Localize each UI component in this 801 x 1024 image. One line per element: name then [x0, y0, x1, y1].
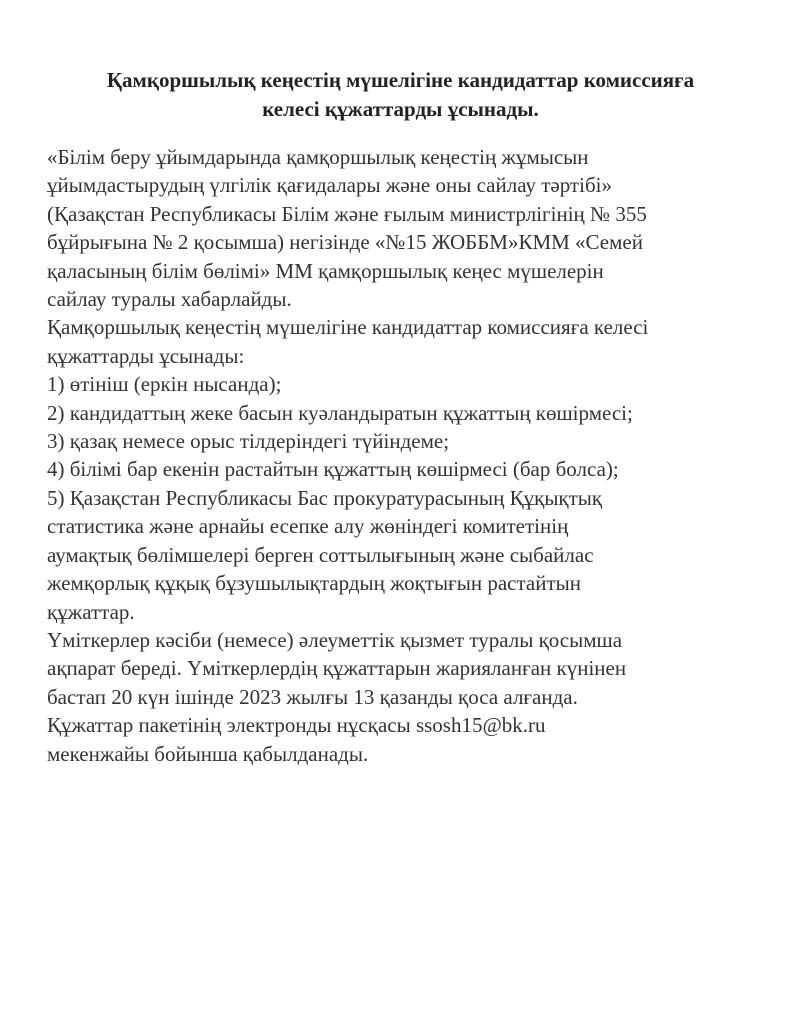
body-line: Қамқоршылық кеңестің мүшелігіне кандидаттар комиссияға келесі	[47, 315, 649, 340]
body-line: Үміткерлер кәсіби (немесе) әлеуметтік қызмет туралы қосымша	[47, 627, 623, 652]
body-line: аумақтық бөлімшелері берген соттылығының және сыбайлас	[47, 542, 594, 567]
body-line: (Қазақстан Республикасы Білім және ғылым министрлігінің № 355	[47, 201, 647, 226]
list-item-1: 1) өтініш (еркін нысанда);	[47, 372, 282, 397]
document-title	[40, 66, 761, 124]
body-line: бұйрығына № 2 қосымша) негізінде «№15 ЖОББМ»КММ «Семей	[47, 230, 643, 255]
body-line: қаласының білім бөлімі» ММ қамқоршылық кеңес мүшелерін	[47, 258, 604, 283]
list-item-2: 2) кандидаттың жеке басын куәландыратын құжаттың көшірмесі;	[47, 400, 633, 425]
title-line-2: келесі құжаттарды ұсынады.	[262, 97, 539, 121]
body-line: мекенжайы бойынша қабылданады.	[47, 741, 369, 766]
document-body	[47, 143, 767, 768]
body-line: статистика және арнайы есепке алу жөніндегі комитетінің	[47, 514, 569, 539]
body-line: сайлау туралы хабарлайды.	[47, 287, 292, 312]
list-item-4: 4) білімі бар екенін растайтын құжаттың көшірмесі (бар болса);	[47, 457, 619, 482]
body-line: «Білім беру ұйымдарында қамқоршылық кеңестің жұмысын	[47, 145, 589, 169]
body-line-email: Құжаттар пакетінің электронды нұсқасы ssosh15@bk.ru	[47, 713, 546, 738]
title-line-1: Қамқоршылық кеңестің мүшелігіне кандидаттар комиссияға	[106, 68, 695, 92]
body-line: құжаттар.	[47, 599, 135, 624]
body-line: ұйымдастырудың үлгілік қағидалары және оны сайлау тәртібі»	[47, 173, 612, 198]
list-item-5: 5) Қазақстан Республикасы Бас прокуратурасының Құқықтық	[47, 485, 603, 510]
list-item-3: 3) қазақ немесе орыс тілдеріндегі түйіндеме;	[47, 429, 450, 454]
body-line: жемқорлық құқық бұзушылықтардың жоқтығын растайтын	[47, 571, 581, 596]
body-line: бастап 20 күн ішінде 2023 жылғы 13 қазанды қоса алғанда.	[47, 684, 578, 709]
body-line: ақпарат береді. Үміткерлердің құжаттарын жарияланған күнінен	[47, 656, 627, 681]
body-line: құжаттарды ұсынады:	[47, 343, 245, 368]
